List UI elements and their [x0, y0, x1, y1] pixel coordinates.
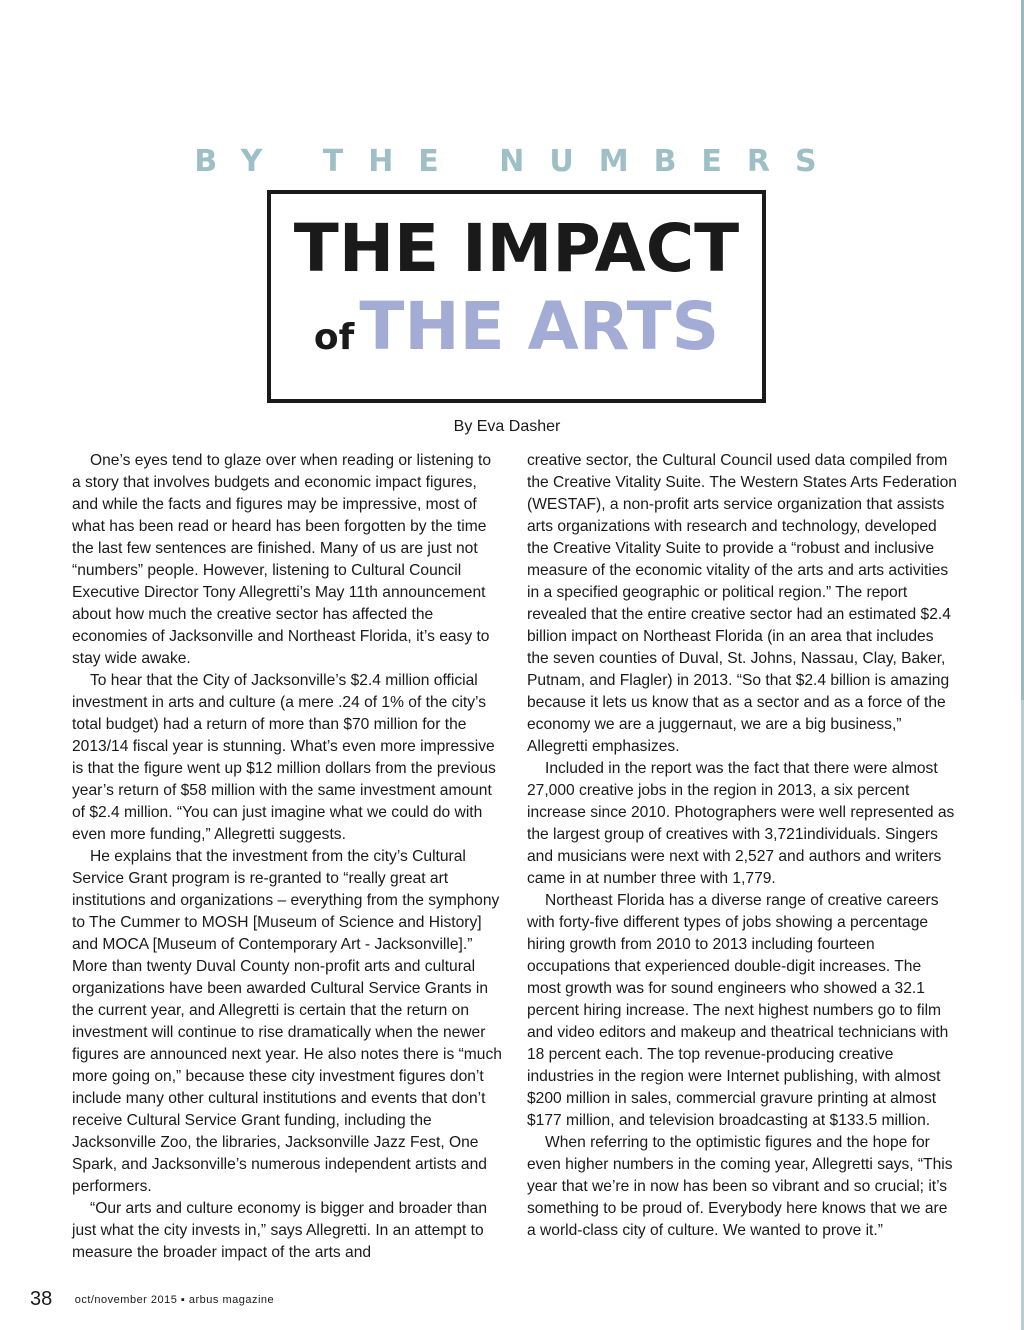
title-box	[267, 190, 766, 403]
page-footer	[30, 1288, 274, 1311]
paragraph: creative sector, the Cultural Council used data compiled from the Creative Vitality Suite. The Western States Arts Federation (WESTAF), a non-profit arts service organization that assists arts organizations with research and technology, developed the Creative Vitality Suite to provide a “robust and inclusive measure of the economic vitality of the arts and arts activities in a specified geographic or political region.” The report revealed that the entire creative sector had an estimated $2.4 billion impact on Northeast Florida (in an area that includes the seven counties of Duval, St. Johns, Nassau, Clay, Baker, Putnam, and Flagler) in 2013. “So that $2.4 billion is amazing because it lets us know that as a sector and as a force of the economy we are a juggernaut, we are a big business,” Allegretti emphasizes.	[527, 452, 957, 755]
paragraph: Included in the report was the fact that there were almost 27,000 creative jobs in the region in 2013, a six percent increase since 2010. Photographers were well represented as the largest group of creatives with 3,721individuals. Singers and musicians were next with 2,527 and authors and writers came in at number three with 1,779.	[527, 760, 955, 887]
headline-line-1: THE IMPACT	[293, 210, 740, 287]
paragraph: Northeast Florida has a diverse range of creative careers with forty-five different types of jobs showing a percentage hiring growth from 2010 to 2013 including fourteen occupations that experienced double-digit increases. The most growth was for sound engineers who showed a 32.1 percent hiring increase. The next highest numbers go to film and video editors and makeup and theatrical technicians with 18 percent each. The top revenue-producing creative industries in the region were Internet publishing, with almost $200 million in sales, commercial gravure printing at almost $177 million, and television broadcasting at $133.5 million.	[527, 892, 949, 1129]
paragraph: He explains that the investment from the city’s Cultural Service Grant program is re-granted to “really great art institutions and organizations – everything from the symphony to The Cummer to MOSH [Museum of Science and History] and MOCA [Museum of Contemporary Art - Jacksonville].” More than twenty Duval County non-profit arts and cultural organizations have been awarded Cultural Service Grants in the current year, and Allegretti is certain that the return on investment will continue to rise dramatically when the newer figures are announced next year. He also notes there is “much more going on,” because these city investment figures don’t include many other cultural institutions and events that don’t receive Cultural Service Grant funding, including the Jacksonville Zoo, the libraries, Jacksonville Jazz Fest, One Spark, and Jacksonville’s numerous independent artists and performers.	[72, 848, 502, 1195]
paragraph: One’s eyes tend to glaze over when reading or listening to a story that involves budgets and economic impact figures, and while the facts and figures may be impressive, most of what has been read or heard has been forgotten by the time the last few sentences are finished. Many of us are just not “numbers” people. However, listening to Cultural Council Executive Director Tony Allegretti’s May 11th announcement about how much the creative sector has affected the economies of Jacksonville and Northeast Florida, it’s easy to stay wide awake.	[72, 452, 492, 667]
issue-label: oct/november 2015 ▪ arbus magazine	[74, 1293, 275, 1306]
paragraph: When referring to the optimistic figures and the hope for even higher numbers in the coming year, Allegretti says, “This year that we’re in now has been so vibrant and so crucial; it’s something to be proud of. Everybody here knows that we are a world-class city of culture. We wanted to prove it.”	[527, 1134, 953, 1239]
section-kicker: BY THE NUMBERS	[194, 144, 842, 179]
headline-arts: THE ARTS	[359, 288, 720, 365]
paragraph: “Our arts and culture economy is bigger and broader than just what the city invests in,” says Allegretti. In an attempt to measure the broader impact of the arts and	[72, 1200, 487, 1261]
page-number: 38	[30, 1288, 53, 1310]
headline-of: of	[313, 317, 355, 358]
byline: By Eva Dasher	[453, 418, 561, 435]
headline-line-2	[271, 288, 762, 377]
paragraph: To hear that the City of Jacksonville’s $2.4 million official investment in arts and culture (a mere .24 of 1% of the city’s total budget) had a return of more than $70 million for the 2013/14 fiscal year is stunning. What’s even more impressive is that the figure went up $12 million dollars from the previous year’s return of $58 million with the same investment amount of $2.4 million. “You can just imagine what we could do with even more funding,” Allegretti suggests.	[72, 672, 496, 843]
article-column-right	[527, 450, 959, 1242]
article-column-left	[72, 450, 504, 1264]
